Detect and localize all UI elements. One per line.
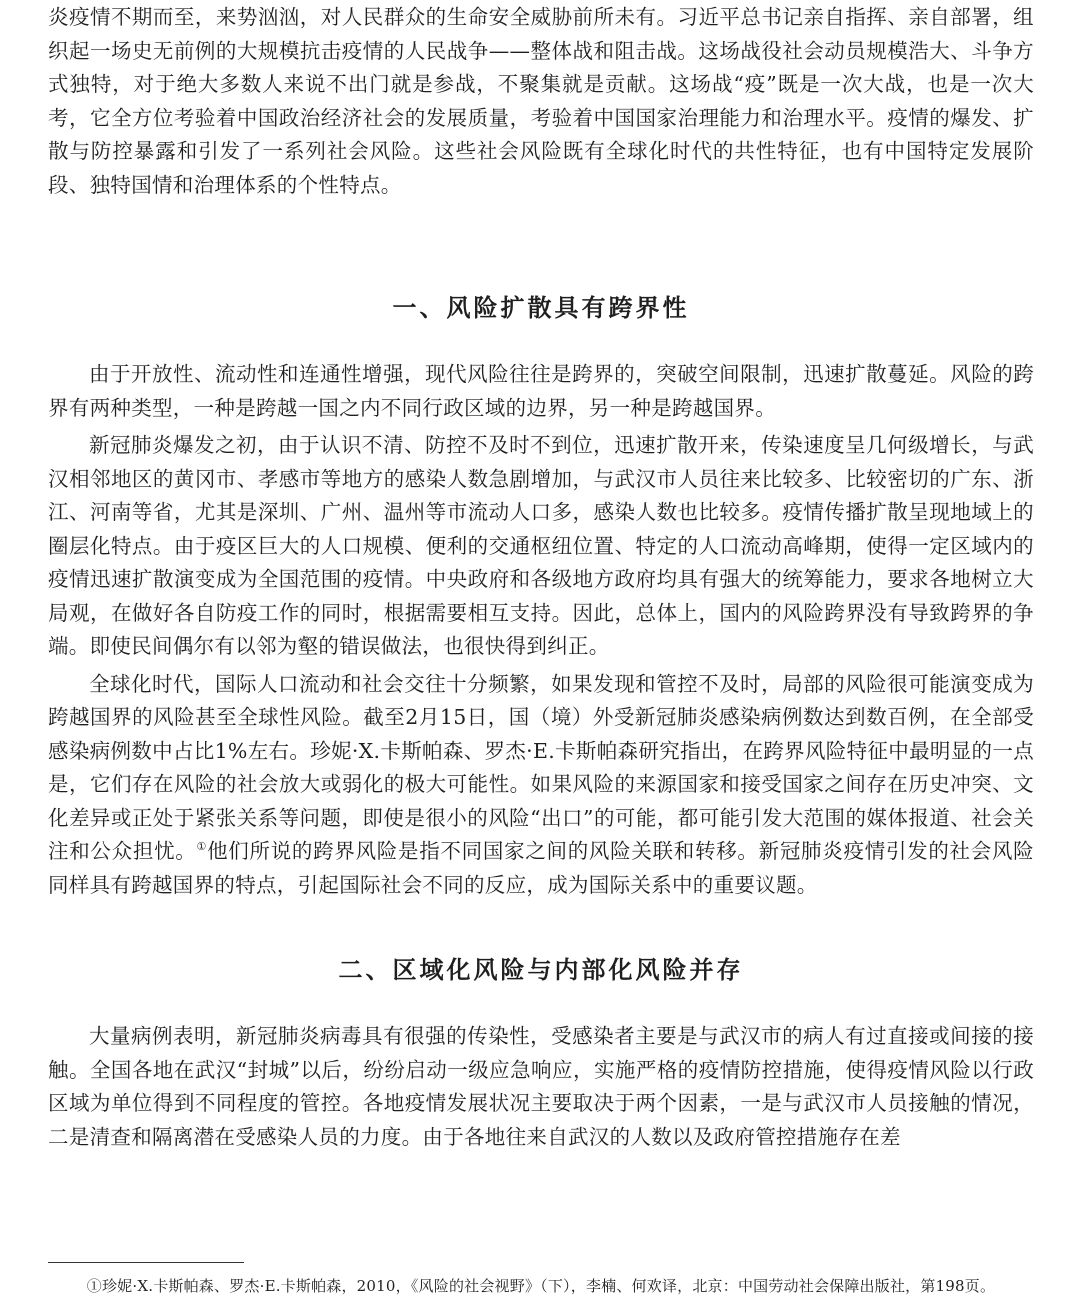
- paragraph-3-text-a: 全球化时代，国际人口流动和社会交往十分频繁，如果发现和管控不及时，局部的风险很可能演变成为跨越国界的风险甚至全球性风险。截至2月15日，国（境）外受新冠肺炎感染病例数达到数百例，在全部受感染病例数中占比1%左右。珍妮·X.卡斯帕森、罗杰·E.卡斯帕森研究指出，在跨界风险特征中最明显的一点是，它们存在风险的社会放大或弱化的极大可能性。如果风险的来源国家和接受国家之间存在历史冲突、文化差异或正处于紧张关系等问题，即使是很小的风险“出口”的可能，都可能引发大范围的媒体报道、社会关注和公众担忧。: [48, 671, 1034, 863]
- section-1-paragraph-2: 新冠肺炎爆发之初，由于认识不清、防控不及时不到位，迅速扩散开来，传染速度呈几何级增长，与武汉相邻地区的黄冈市、孝感市等地方的感染人数急剧增加，与武汉市人员往来比较多、比较密切的广东、浙江、河南等省，尤其是深圳、广州、温州等市流动人口多，感染人数也比较多。疫情传播扩散呈现地域上的圈层化特点。由于疫区巨大的人口规模、便利的交通枢纽位置、特定的人口流动高峰期，使得一定区域内的疫情迅速扩散演变成为全国范围的疫情。中央政府和各级地方政府均具有强大的统筹能力，要求各地树立大局观，在做好各自防疫工作的同时，根据需要相互支持。因此，总体上，国内的风险跨界没有导致跨界的争端。即使民间偶尔有以邻为壑的错误做法，也很快得到纠正。: [48, 433, 1034, 658]
- section-2-heading: 二、区域化风险与内部化风险并存: [338, 955, 744, 984]
- section-1-paragraph-1: 由于开放性、流动性和连通性增强，现代风险往往是跨界的，突破空间限制，迅速扩散蔓延。风险的跨界有两种类型，一种是跨越一国之内不同行政区域的边界，另一种是跨越国界。: [48, 362, 1034, 420]
- section-1-heading: 一、风险扩散具有跨界性: [392, 293, 690, 322]
- footnote-reference-mark[interactable]: ①: [196, 840, 208, 854]
- footnote: ①珍妮·X.卡斯帕森、罗杰·E.卡斯帕森，2010，《风险的社会视野》（下），李楠、何欢译，北京：中国劳动社会保障出版社，第198页。: [86, 1277, 996, 1295]
- section-1-paragraph-3: [48, 668, 1034, 903]
- intro-paragraph: 炎疫情不期而至，来势汹汹，对人民群众的生命安全威胁前所未有。习近平总书记亲自指挥、亲自部署，组织起一场史无前例的大规模抗击疫情的人民战争——整体战和阻击战。这场战役社会动员规模浩大、斗争方式独特，对于绝大多数人来说不出门就是参战，不聚集就是贡献。这场战“疫”既是一次大战，也是一次大考，它全方位考验着中国政治经济社会的发展质量，考验着中国国家治理能力和治理水平。疫情的爆发、扩散与防控暴露和引发了一系列社会风险。这些社会风险既有全球化时代的共性特征，也有中国特定发展阶段、独特国情和治理体系的个性特点。: [48, 5, 1034, 197]
- footnote-divider: [48, 1262, 244, 1263]
- document-page: [48, 0, 1034, 1154]
- section-2-paragraph-1: 大量病例表明，新冠肺炎病毒具有很强的传染性，受感染者主要是与武汉市的病人有过直接或间接的接触。全国各地在武汉“封城”以后，纷纷启动一级应急响应，实施严格的疫情防控措施，使得疫情风险以行政区域为单位得到不同程度的管控。各地疫情发展状况主要取决于两个因素，一是与武汉市人员接触的情况，二是清查和隔离潜在受感染人员的力度。由于各地往来自武汉的人数以及政府管控措施存在差: [48, 1024, 1034, 1149]
- paragraph-3-text-b: 他们所说的跨界风险是指不同国家之间的风险关联和转移。新冠肺炎疫情引发的社会风险同样具有跨越国界的特点，引起国际社会不同的反应，成为国际关系中的重要议题。: [48, 839, 1034, 897]
